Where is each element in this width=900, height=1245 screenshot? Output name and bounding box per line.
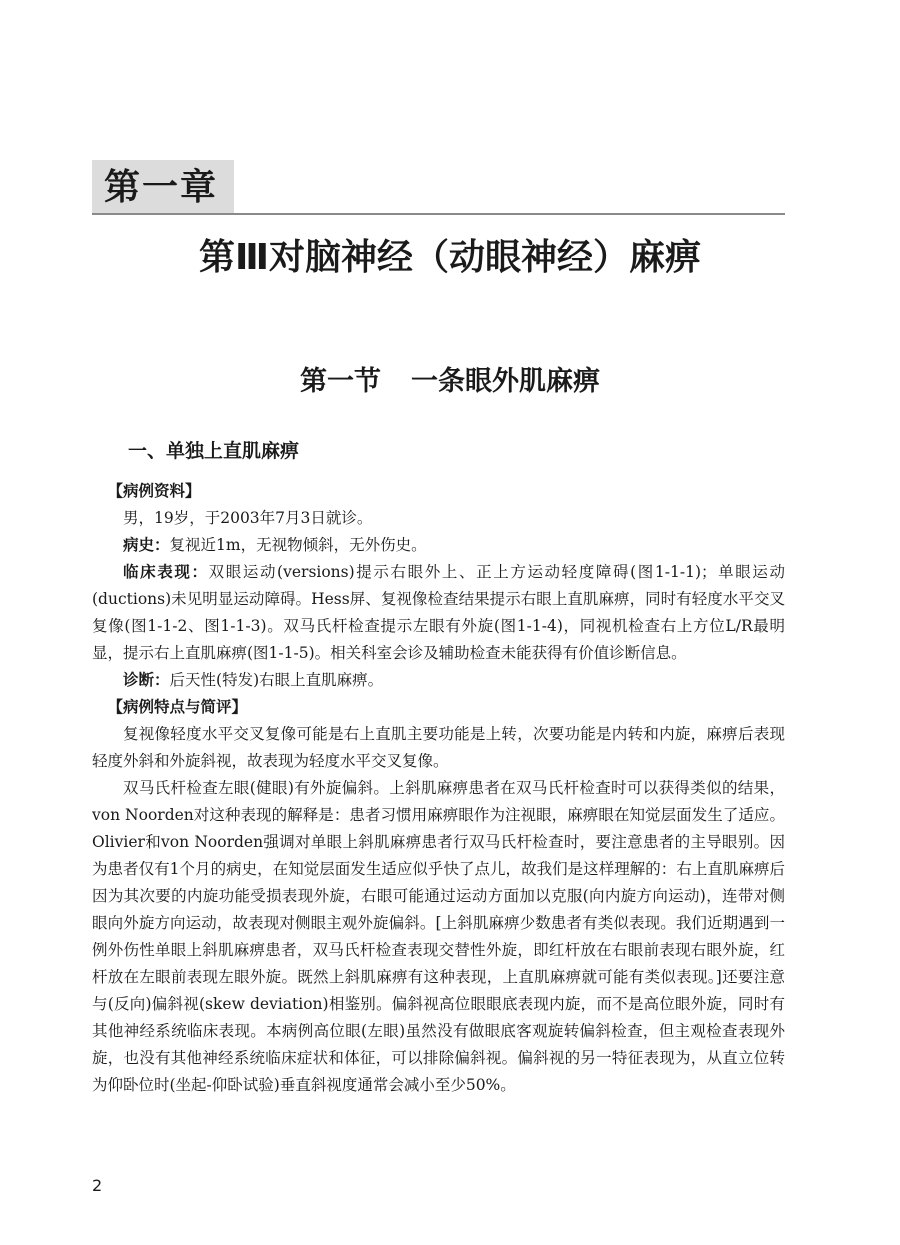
chapter-divider [92, 213, 785, 215]
diagnosis-paragraph [92, 667, 785, 694]
chapter-title: 第Ⅲ对脑神经（动眼神经）麻痹 [198, 237, 702, 278]
commentary-paragraph-1: 复视像轻度水平交叉复像可能是右上直肌主要功能是上转，次要功能是内转和内旋，麻痹后表现轻度外斜和外旋斜视，故表现为轻度水平交叉复像。 [92, 725, 785, 770]
section-name: 一条眼外肌麻痹 [411, 366, 600, 397]
clinical-paragraph [92, 559, 785, 667]
patient-info: 男，19岁，于2003年7月3日就诊。 [123, 509, 373, 527]
diagnosis-text: 后天性(特发)右眼上直肌麻痹。 [169, 671, 384, 689]
page-number: 2 [92, 1176, 103, 1195]
diagnosis-label: 诊断： [123, 671, 170, 689]
body-text [92, 478, 785, 1099]
section-number: 第一节 [300, 366, 381, 397]
case-heading: 【病例资料】 [107, 482, 201, 500]
chapter-label: 第一章 [104, 166, 219, 208]
section-heading [0, 362, 900, 402]
history-text: 复视近1m，无视物倾斜，无外伤史。 [169, 536, 427, 554]
history-paragraph [92, 532, 785, 559]
commentary-heading: 【病例特点与简评】 [107, 698, 248, 716]
history-label: 病史： [123, 536, 170, 554]
clinical-label: 临床表现： [123, 563, 209, 581]
subsection-heading: 一、单独上直肌麻痹 [128, 440, 300, 462]
commentary-paragraph-2: 双马氏杆检查左眼(健眼)有外旋偏斜。上斜肌麻痹患者在双马氏杆检查时可以获得类似的结果，von Noorden对这种表现的解释是：患者习惯用麻痹眼作为注视眼，麻痹眼在知觉层面发生了适应。Olivier和von Noorden强调对单眼上斜肌麻痹患者行双马氏杆检查时，要注意患者的主导眼别。因为患者仅有1个月的病史，在知觉层面发生适应似乎快了点儿，故我们是这样理解的：右上直肌麻痹后因为其次要的内旋功能受损表现外旋，右眼可能通过运动方面加以克服(向内旋方向运动)，连带对侧眼向外旋方向运动，故表现对侧眼主观外旋偏斜。[上斜肌麻痹少数患者有类似表现。我们近期遇到一例外伤性单眼上斜肌麻痹患者，双马氏杆检查表现交替性外旋，即红杆放在右眼前表现右眼外旋，红杆放在左眼前表现左眼外旋。既然上斜肌麻痹有这种表现，上直肌麻痹就可能有类似表现。]还要注意与(反向)偏斜视(skew deviation)相鉴别。偏斜视高位眼眼底表现内旋，而不是高位眼外旋，同时有其他神经系统临床表现。本病例高位眼(左眼)虽然没有做眼底客观旋转偏斜检查，但主观检查表现外旋，也没有其他神经系统临床症状和体征，可以排除偏斜视。偏斜视的另一特征表现为，从直立位转为仰卧位时(坐起-仰卧试验)垂直斜视度通常会减小至少50%。 [92, 779, 785, 1094]
clinical-text: 双眼运动(versions)提示右眼外上、正上方运动轻度障碍(图1-1-1)；单眼运动(ductions)未见明显运动障碍。Hess屏、复视像检查结果提示右眼上直肌麻痹，同时有轻度水平交叉复像(图1-1-2、图1-1-3)。双马氏杆检查提示左眼有外旋(图1-1-4)，同视机检查右上方位L/R最明显，提示右上直肌麻痹(图1-1-5)。相关科室会诊及辅助检查未能获得有价值诊断信息。 [92, 563, 785, 662]
